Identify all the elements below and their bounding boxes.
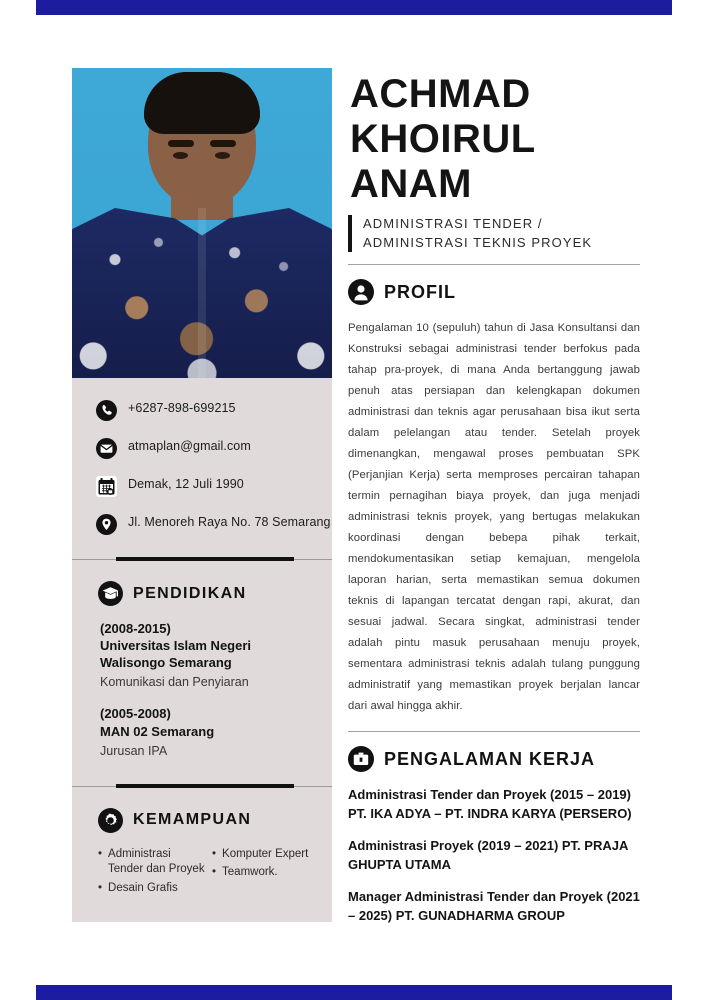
photo-eyebrow-right: [210, 140, 236, 147]
education-school: MAN 02 Semarang: [100, 723, 215, 739]
skill-label: Teamwork.: [222, 866, 278, 879]
education-years: (2005-2008): [100, 706, 171, 722]
job-title: [363, 215, 592, 252]
section-header-kemampuan: [72, 798, 332, 833]
section-header-pendidikan: [72, 571, 332, 606]
contact-phone-value: +6287-898-699215: [128, 401, 236, 415]
name-line-3: ANAM: [350, 161, 472, 206]
experience-item: [348, 786, 640, 823]
contact-birth-value: Demak, 12 Juli 1990: [128, 477, 244, 491]
contact-email-value: atmaplan@gmail.com: [128, 439, 251, 453]
bottom-accent-bar: [36, 985, 672, 1000]
top-accent-bar: [36, 0, 672, 15]
section-title-pendidikan: PENDIDIKAN: [133, 584, 247, 602]
contact-row-email[interactable]: [96, 438, 332, 459]
bullet-icon: •: [212, 866, 217, 879]
sidebar-divider-2: [72, 782, 332, 792]
experience-text: Administrasi Tender dan Proyek (2015 – 2019) PT. IKA ADYA – PT. INDRA KARYA (PERSERO): [348, 787, 632, 821]
graduation-cap-icon: [98, 581, 123, 606]
job-title-line-1: ADMINISTRASI TENDER /: [363, 216, 543, 232]
right-column: [348, 72, 640, 925]
contact-row-address[interactable]: [96, 514, 332, 535]
education-item: [100, 620, 308, 691]
contact-address-value: Jl. Menoreh Raya No. 78 Semarang: [128, 515, 331, 529]
skill-label: Komputer Expert: [222, 847, 309, 860]
experience-text: Manager Administrasi Tender dan Proyek (2021 – 2025) PT. GUNADHARMA GROUP: [348, 889, 640, 923]
section-title-pengalaman: PENGALAMAN KERJA: [384, 748, 596, 769]
skill-item: [98, 847, 208, 879]
experience-item: [348, 837, 640, 874]
name-line-2: KHOIRUL: [350, 116, 536, 161]
skill-item: [212, 847, 322, 863]
envelope-icon: [96, 438, 117, 459]
phone-icon: [96, 400, 117, 421]
calendar-icon: [96, 476, 117, 497]
education-major: Komunikasi dan Penyiaran: [100, 675, 249, 690]
job-title-line-2: ADMINISTRASI TEKNIS PROYEK: [363, 234, 593, 250]
skill-item: [98, 881, 208, 897]
gear-icon: [98, 808, 123, 833]
job-title-block: [348, 215, 640, 252]
bullet-icon: •: [212, 847, 217, 860]
left-column: [72, 68, 332, 922]
divider-thick-line: [116, 557, 294, 561]
profile-photo: [72, 68, 332, 378]
contact-row-birth[interactable]: [96, 476, 332, 497]
section-header-profil: [348, 279, 640, 305]
section-title-profil: PROFIL: [384, 281, 456, 302]
photo-hair-front: [144, 72, 260, 134]
page-title: [350, 72, 640, 206]
skills-column-left: [98, 847, 208, 901]
accent-bar: [348, 215, 352, 252]
profile-body-text: Pengalaman 10 (sepuluh) tahun di Jasa Konsultansi dan Konstruksi sebagai administrasi tender berfokus pada tahap pra-proyek, di mana Anda bertanggung jawab penuh atas persiapan dan kelengkapan dokumen administrasi dan teknis agar perusahaan bisa ikut serta dalam pelelangan atau tender. Setelah proyek dimenangkan, mengawal proses pembuatan SPK (Perjanjian Kerja) serta memproses percairan tahapan termin pernagihan biaya proyek, dan juga menjadi administrasi teknis proyek, yang bertugas melakukan koordinasi dengan bebepa pihak terkait, mendokumentasikan setiap kemajuan, mengelola laporan harian, serta memastikan semua dokumen teknis di lapangan tercatat dengan rapi, akurat, dan sesuai jadwal. Secara singkat, administrasi tender adalah pintu masuk perusahaan menuju proyek, sementara administrasi teknis adalah tulang punggung administratif yang memastikan proyek berjalan lancar dari awal hingga akhir.: [348, 322, 640, 713]
name-line-1: ACHMAD: [350, 72, 531, 116]
bullet-icon: •: [98, 882, 103, 895]
location-pin-icon: [96, 514, 117, 535]
person-icon: [348, 279, 374, 305]
education-years: (2008-2015): [100, 621, 171, 636]
skill-label: Desain Grafis: [108, 882, 178, 895]
divider-under-job-title: [348, 264, 640, 265]
experience-text: Administrasi Proyek (2019 – 2021) PT. PRAJA GHUPTA UTAMA: [348, 838, 628, 872]
sidebar-panel: [72, 378, 332, 922]
section-header-pengalaman: [348, 746, 640, 772]
divider-thick-line: [116, 784, 294, 788]
education-item: [100, 705, 308, 759]
education-list: [72, 606, 332, 760]
photo-eyebrow-left: [168, 140, 194, 147]
photo-eye-left: [173, 152, 188, 159]
education-school: Universitas Islam Negeri Walisongo Semarang: [100, 638, 252, 671]
photo-eye-right: [215, 152, 230, 159]
skill-item: [212, 865, 322, 881]
divider-above-experience: [348, 731, 640, 732]
skills-columns: [72, 833, 332, 901]
photo-shirt-placket: [198, 208, 206, 378]
section-title-kemampuan: KEMAMPUAN: [133, 811, 252, 829]
briefcase-icon: [348, 746, 374, 772]
bullet-icon: •: [98, 847, 103, 860]
contact-list: [72, 394, 332, 551]
sidebar-divider-1: [72, 555, 332, 565]
skills-column-right: [212, 847, 322, 901]
contact-row-phone[interactable]: [96, 400, 332, 421]
skill-label: Administrasi Tender dan Proyek: [108, 847, 205, 876]
education-major: Jurusan IPA: [100, 743, 168, 758]
experience-item: [348, 888, 640, 925]
